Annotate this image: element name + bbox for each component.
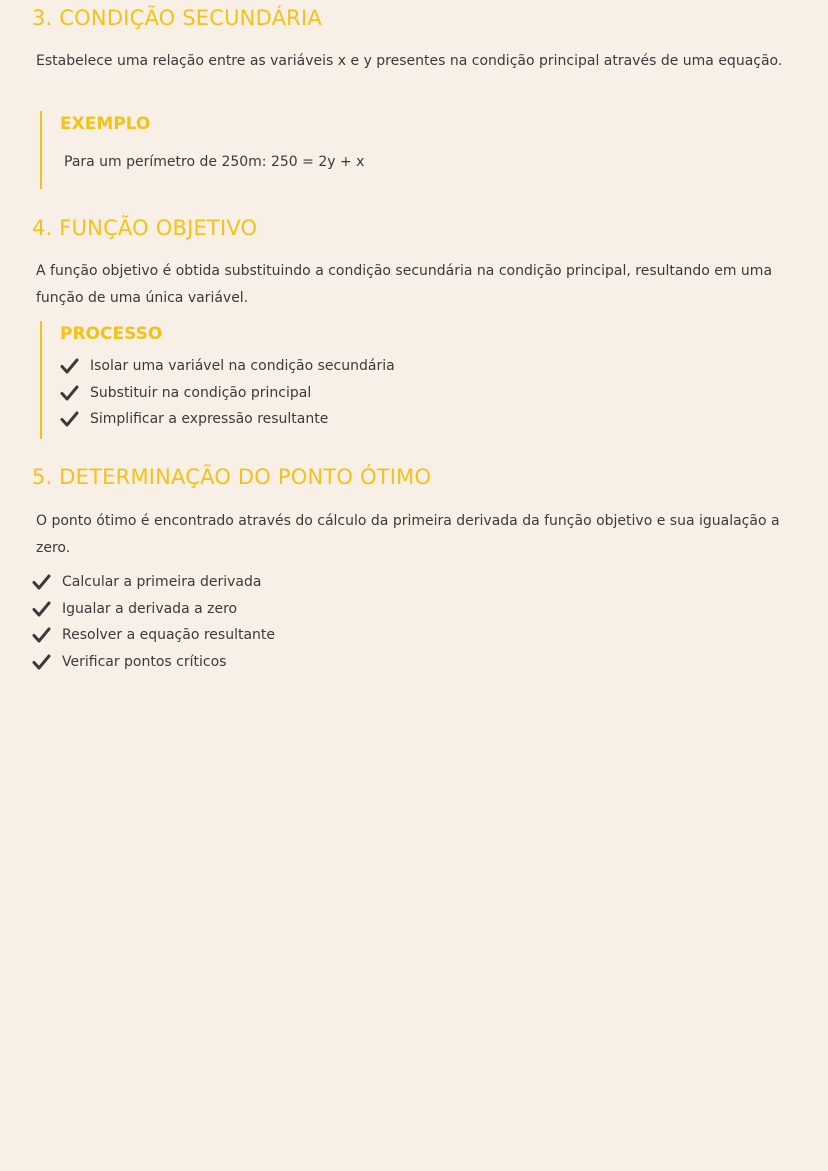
section-paragraph-condicao-secundaria: Estabelece uma relação entre as variáveis x e y presentes na condição principal através de uma equação. [36,53,783,69]
checklist-item-label: Calcular a primeira derivada [62,574,262,590]
example-callout [40,111,365,189]
section-paragraph-funcao-objetivo: A função objetivo é obtida substituindo a condição secundária na condição principal, resultando em uma função de uma única variável. [36,263,773,306]
checklist-item-label: Substituir na condição principal [90,384,312,401]
check-icon [32,654,51,670]
checklist-item-label: Igualar a derivada a zero [62,600,238,617]
check-icon [32,574,51,590]
check-icon [32,627,51,643]
callout-title-processo: PROCESSO [60,324,163,344]
checklist-item-label: Verificar pontos críticos [62,653,227,670]
check-icon [60,358,79,374]
callout-example-text: Para um perímetro de 250m: 250 = 2y + x [64,154,365,170]
check-icon [32,601,51,617]
callout-title-exemplo: EXEMPLO [60,114,151,134]
section-title-ponto-otimo: 5. DETERMINAÇÃO DO PONTO ÓTIMO [32,465,432,489]
checklist-item-label: Isolar uma variável na condição secundária [90,358,395,374]
section-title-condicao-secundaria: 3. CONDIÇÃO SECUNDÁRIA [32,6,322,30]
process-callout [40,321,395,439]
checklist-item-label: Resolver a equação resultante [62,627,276,643]
check-icon [60,385,79,401]
section-paragraph-ponto-otimo: O ponto ótimo é encontrado através do cálculo da primeira derivada da função objetivo e sua igualação a zero. [36,513,780,556]
check-icon [60,411,79,427]
checklist-item-label: Simplificar a expressão resultante [90,411,329,427]
section-title-funcao-objetivo: 4. FUNÇÃO OBJETIVO [32,216,258,240]
